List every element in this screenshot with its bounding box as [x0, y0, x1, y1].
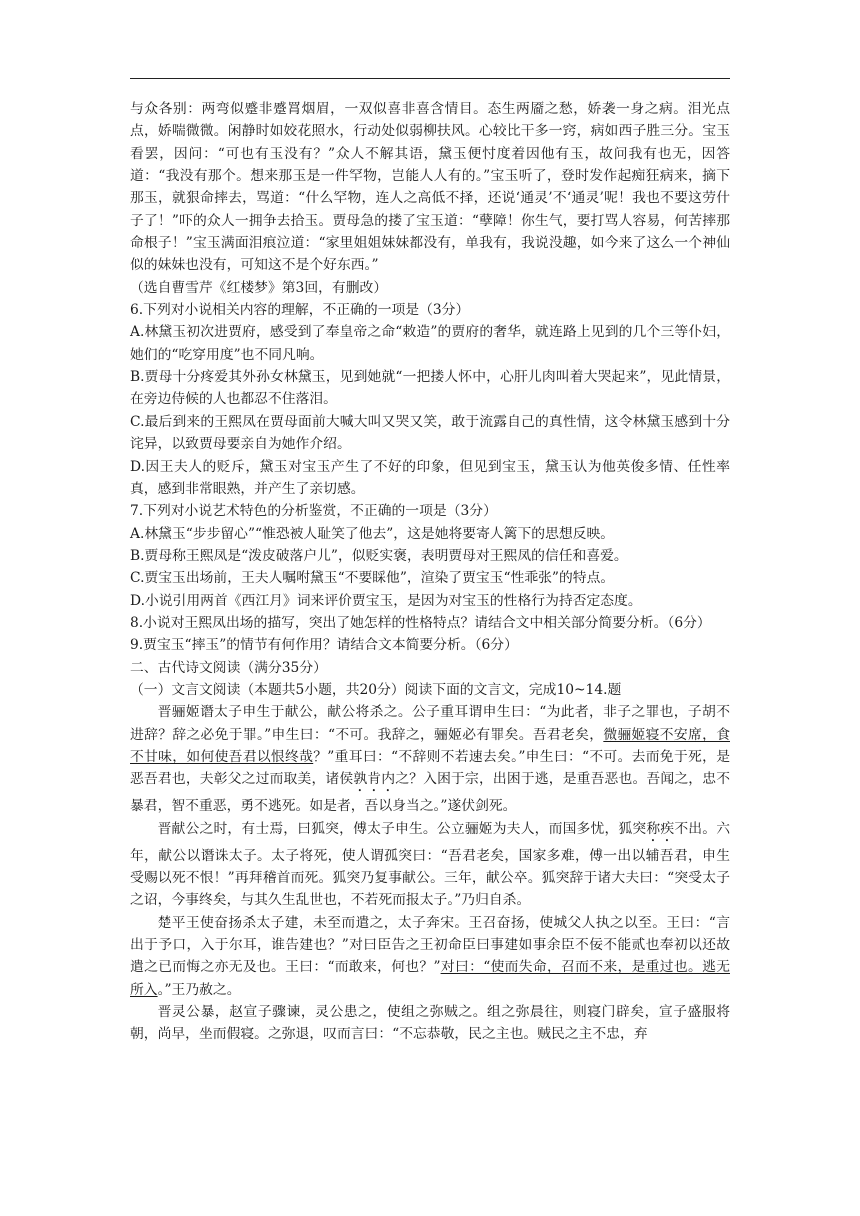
wenyan-paragraph-3 [130, 912, 730, 1001]
q6-option-a: A.林黛玉初次进贾府，感受到了奉皇帝之命“敕造”的贾府的奢华，就连路上见到的几个三等仆妇，她们的“吃穿用度”也不同凡响。 [130, 324, 730, 363]
source-note: （选自曹雪芹《红楼梦》第3回，有删改） [130, 279, 388, 296]
wenyan-paragraph-1 [130, 701, 730, 817]
q6-option-c: C.最后到来的王熙凤在贾母面前大喊大叫又哭又笑，敢于流露自己的真性情，这令林黛玉感到十分诧异，以致贾母要亲自为她作介绍。 [130, 413, 730, 453]
header-rule [130, 78, 730, 79]
q7-option-b: B.贾母称王熙凤是“泼皮破落户儿”，似贬实褒，表明贾母对王熙凤的信任和喜爱。 [130, 547, 628, 564]
q6-option-d: D.因王夫人的贬斥，黛玉对宝玉产生了不好的印象，但见到宝玉，黛玉认为他英俊多情、任性率真，感到非常眼熟，并产生了亲切感。 [130, 458, 730, 497]
wenyan-paragraph-4: 晋灵公暴，赵宣子骤谏，灵公患之，使组之弥贼之。组之弥晨往，则寝门辟矣，宣子盛服将朝，尚早，坐而假寝。之弥退，叹而言曰：“不忘恭敬，民之主也。贼民之主不忠，弃 [130, 1004, 730, 1043]
wenyan-p1-text-b: ？”重耳曰：“不辞则不若速去矣。”申生曰：“不可。去而免于死，是恶吾君也，夫彰父之过而取美，诸侯 [130, 748, 731, 788]
wenyan-p2-text-a: 晋献公之时，有士焉，曰狐突，傅太子申生。公立骊姬为夫人，而国多忧，狐突 [157, 820, 647, 837]
q8: 8.小说对王熙凤出场的描写，突出了她怎样的性格特点？请结合文中相关部分简要分析。（6分） [130, 614, 711, 631]
wenyan-p3-text-a: 楚平王使奋扬杀太子建，未至而遣之，太子奔宋。王召奋扬，使城父人执之以至。王曰：“言出于予口，入于尔耳，谁告建也？”对曰臣告之王初命臣曰事建如事余臣不佞不能贰也奉初以还故遣之已而悔之亦无及也。王曰：“而敢来，何也？” [130, 914, 730, 976]
wenyan-p1-text-a: 晋骊姬谮太子申生于献公，献公将杀之。公子重耳谓申生曰：“为此者，非子之罪也，子胡不进辞？辞之必免于罪。”申生曰：“不可。我辞之，骊姬必有罪矣。吾君老矣， [130, 704, 730, 743]
wenyan-p2-text-b: 不出。六年，献公以谮诛太子。太子将死，使人谓孤突曰：“吾君老矣，国家多难，傅一出以辅吾君，申生受赐以死不恨！”再拜稽首而死。狐突乃复事献公。三年，献公卒。狐突辞于诸大夫曰：“突受太子之诏，今事终矣，与其久生乱世也，不若死而报太子。”乃归自杀。 [130, 820, 731, 909]
q6-option-b: B.贾母十分疼爱其外孙女林黛玉，见到她就“一把搂人怀中，心肝儿肉叫着大哭起来”，见此情景，在旁边侍候的人也都忍不住落泪。 [130, 369, 730, 408]
wenyan-p3-text-b: 。”王乃赦之。 [157, 981, 241, 998]
wenyan-p1-text-c: 之？入困于宗，出困于逃，是重吾恶也。吾闻之，忠不暴君，智不重恶，勇不逃死。如是者，吾以身当之。”遂伏剑死。 [130, 771, 731, 815]
wenyan-p1-dotted: 孰肯内 [353, 771, 396, 788]
section-2-title: 二、古代诗文阅读（满分35分） [130, 659, 327, 676]
q7-stem: 7.下列对小说艺术特色的分析鉴赏，不正确的一项是（3分） [130, 503, 497, 520]
section-2-subtitle: （一）文言文阅读（本题共5小题，共20分）阅读下面的文言文，完成10~14.题 [130, 681, 622, 698]
wenyan-p2-dotted: 称疾 [646, 820, 675, 837]
page-content [130, 98, 730, 1046]
wenyan-p3-underlined: 对曰：“使而失命，召而不来，是重过也。逃无所入 [130, 959, 730, 998]
q7-option-c: C.贾宝玉出场前，王夫人嘱咐黛玉“不要睬他”，渲染了贾宝玉“性乖张”的特点。 [130, 570, 615, 587]
q7-option-d: D.小说引用两首《西江月》词来评价贾宝玉，是因为对宝玉的性格行为持否定态度。 [130, 592, 642, 609]
wenyan-p1-underlined: 微骊姬寝不安席，食不甘味，如何使吾君以恨终哉 [130, 726, 730, 765]
novel-passage-end: 与众各别：两弯似蹙非蹙罥烟眉，一双似喜非喜含情目。态生两靥之愁，娇袭一身之病。泪光点点，娇喘微微。闲静时如姣花照水，行动处似弱柳扶风。心较比干多一窍，病如西子胜三分。宝玉看罢，因问：“可也有玉没有？”众人不解其语，黛玉便忖度着因他有玉，故问我有也无，因答道：“我没有那个。想来那玉是一件罕物，岂能人人有的。”宝玉听了，登时发作起痴狂病来，摘下那玉，就狠命摔去，骂道：“什么罕物，连人之高低不择，还说‘通灵’不‘通灵’呢！我也不要这劳什子了！”吓的众人一拥争去拾玉。贾母急的搂了宝玉道：“孽障！你生气，要打骂人容易，何苦摔那命根子！”宝玉满面泪痕泣道：“家里姐姐妹妹都没有，单我有，我说没趣，如今来了这么一个神仙似的妹妹也没有，可知这不是个好东西。” [130, 101, 730, 274]
wenyan-paragraph-2 [130, 818, 730, 912]
q6-stem: 6.下列对小说相关内容的理解，不正确的一项是（3分） [130, 302, 470, 319]
q9: 9.贾宝玉“摔玉”的情节有何作用？请结合文本简要分析。（6分） [130, 637, 518, 654]
q7-option-a: A.林黛玉“步步留心”“惟恐被人耻笑了他去”，这是她将要寄人篱下的思想反映。 [130, 525, 615, 542]
